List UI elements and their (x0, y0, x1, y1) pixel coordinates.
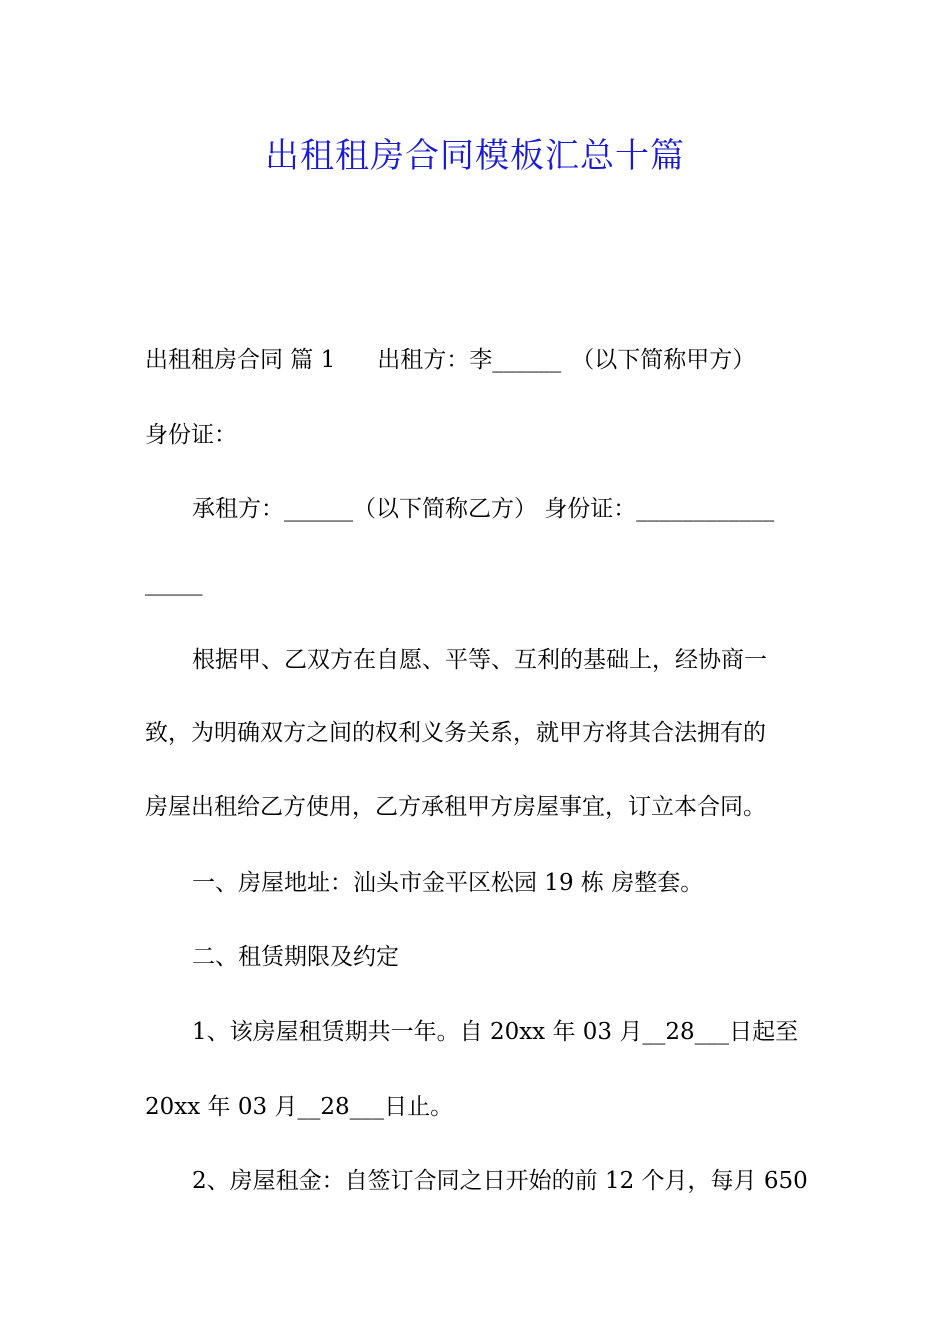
lessor-field: 出租方：李______ (377, 347, 562, 373)
clause-term-heading: 二、租赁期限及约定 (192, 944, 399, 970)
clause-rent-line: 2、房屋租金：自签订合同之日开始的前 12 个月，每月 650 (192, 1168, 808, 1194)
paragraph-line: 房屋出租给乙方使用，乙方承租甲方房屋事宜，订立本合同。 (145, 794, 766, 820)
clause-address: 一、房屋地址：汕头市金平区松园 19 栋 房整套。 (192, 870, 704, 896)
clause-term-line: 20xx 年 03 月__28___日止。 (145, 1094, 454, 1120)
document-title: 出租租房合同模板汇总十篇 (265, 136, 685, 176)
paragraph-line: 致，为明确双方之间的权利义务关系，就甲方将其合法拥有的 (145, 720, 766, 746)
lessor-id-line: 身份证： (145, 422, 237, 448)
contract-section-label: 出租租房合同 篇 1 (145, 347, 336, 373)
paragraph-line: 根据甲、乙双方在自愿、平等、互利的基础上，经协商一 (192, 647, 767, 673)
lessee-id-continuation: _____ (145, 570, 203, 596)
clause-term-line: 1、该房屋租赁期共一年。自 20xx 年 03 月__28___日起至 (192, 1019, 799, 1045)
lessee-line: 承租方：______（以下简称乙方） 身份证：____________ (192, 496, 775, 522)
lessor-abbrev: （以下简称甲方） (571, 347, 756, 373)
contract-heading-line (145, 345, 755, 375)
